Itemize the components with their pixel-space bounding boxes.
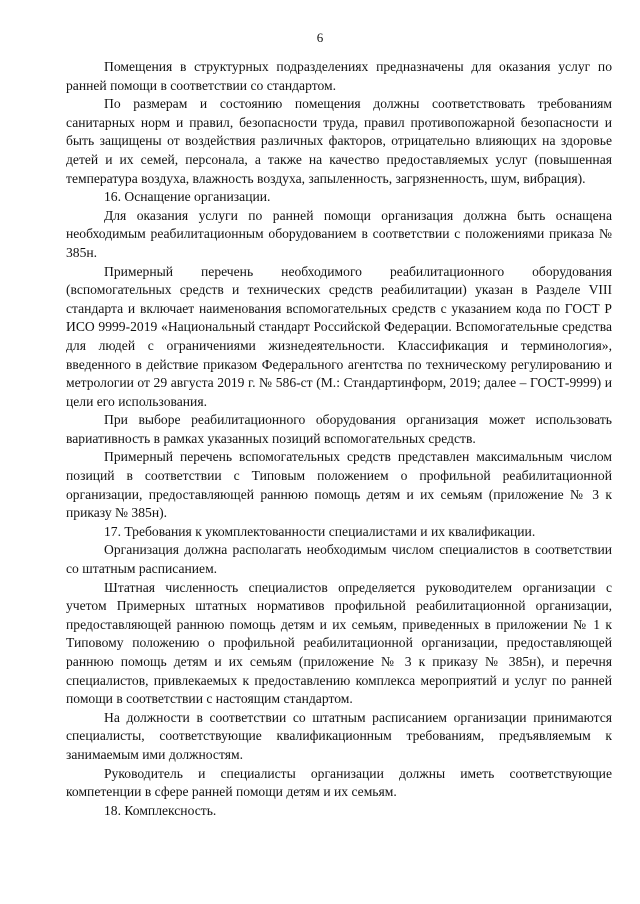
paragraph-equipment-requirement: Для оказания услуги по ранней помощи организация должна быть оснащена необходимым реабилитационным оборудованием в соответствии с положениями приказа № 385н. — [66, 207, 612, 260]
paragraph-premises-purpose: Помещения в структурных подразделениях предназначены для оказания услуг по ранней помощи в соответствии со стандартом. — [66, 59, 612, 93]
document-body — [66, 58, 612, 820]
paragraph-equipment-list: Примерный перечень необходимого реабилитационного оборудования (вспомогательных средств и технических средств реабилитации) указан в Разделе VIII стандарта и включает наименования вспомогательных средств с указанием кода по ГОСТ Р ИСО 9999-2019 «Национальный стандарт Российской Федерации. Вспомогательные средства для людей с ограничениями жизнедеятельности. Классификация и терминология», введенного в действие приказом Федерального агентства по техническому регулированию и метрологии от 29 августа 2019 г. № 586-ст (М.: Стандартинформ, 2019; далее – ГОСТ-9999) и цели его использования. — [66, 263, 612, 409]
paragraph-competencies: Руководитель и специалисты организации должны иметь соответствующие компетенции в сфере ранней помощи детям и их семьям. — [66, 765, 612, 800]
paragraph-assistive-devices-list: Примерный перечень вспомогательных средств представлен максимальным числом позиций в соответствии с Типовым положением о профильной реабилитационной организации, предоставляющей раннюю помощь детям и их семьям (приложение № 3 к приказу № 385н). — [66, 449, 612, 521]
section-heading-18: 18. Комплексность. — [104, 802, 217, 818]
paragraph-qualification: На должности в соответствии со штатным расписанием организации принимаются специалисты, соответствующие квалификационным требованиям, предъявляемым к занимаемым ими должностям. — [66, 709, 612, 762]
paragraph-staff-number: Организация должна располагать необходимым числом специалистов в соответствии со штатным расписанием. — [66, 542, 612, 577]
section-heading-17: 17. Требования к укомплектованности специалистами и их квалификации. — [104, 523, 536, 539]
section-heading-16: 16. Оснащение организации. — [104, 189, 271, 205]
page-number: 6 — [316, 30, 324, 45]
paragraph-staffing-norms: Штатная численность специалистов определяется руководителем организации с учетом Примерных штатных нормативов профильной реабилитационной организации, предоставляющей раннюю помощь детям и их семьям, приведенных в приложении № 1 к Типовому положению о профильной реабилитационной организации, предоставляющей раннюю помощь детям и их семьям (приложение № 3 к приказу № 385н), и перечня специалистов, привлекаемых к предоставлению комплекса мероприятий и услуг по ранней помощи в соответствии с настоящим стандартом. — [66, 579, 612, 707]
paragraph-equipment-variability: При выборе реабилитационного оборудования организация может использовать вариативность в рамках указанных позиций вспомогательных средств. — [66, 412, 612, 446]
paragraph-premises-requirements: По размерам и состоянию помещения должны соответствовать требованиям санитарных норм и правил, безопасности труда, правил противопожарной безопасности и быть защищены от воздействия различных факторов, отрицательно влияющих на здоровье детей и их семей, персонала, а также на качество предоставляемых услуг (повышенная температура воздуха, влажность воздуха, запыленность, загрязненность, шум, вибрация). — [66, 96, 612, 186]
